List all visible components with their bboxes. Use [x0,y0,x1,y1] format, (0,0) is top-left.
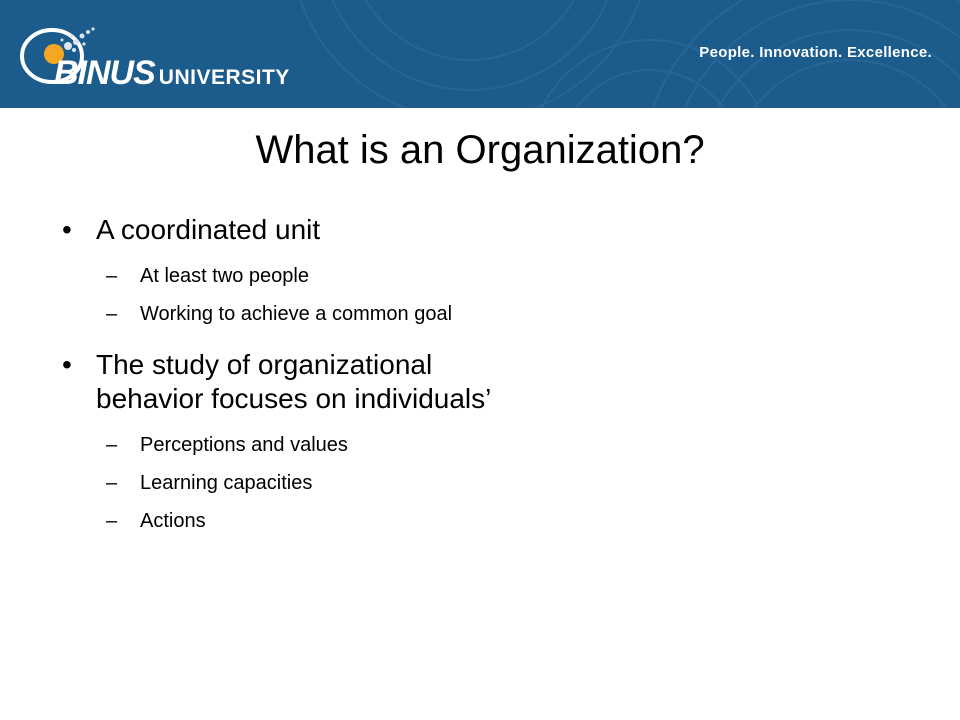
dash-glyph: – [106,472,118,494]
bullet-text-line-2: behavior focuses on individuals’ [96,383,492,414]
bullet-item [62,213,922,247]
logo-text-sub: UNIVERSITY [158,66,290,89]
dash-glyph: – [106,510,118,532]
logo-wordmark [54,54,290,93]
tagline: People. Innovation. Excellence. [699,44,932,61]
sub-bullet-text: Perceptions and values [140,434,348,456]
sub-bullet-item [62,302,922,326]
sub-bullet-text: Actions [140,510,206,532]
sub-bullet-item [62,509,922,533]
sub-bullet-item [62,471,922,495]
dash-glyph: – [106,434,118,456]
bullet-item [62,348,922,416]
slide-title: What is an Organization? [255,128,705,172]
sub-bullet-item [62,433,922,457]
dash-glyph: – [106,265,118,287]
logo-text-main: BINUS [54,54,155,92]
bullet-glyph: • [62,214,72,245]
dash-glyph: – [106,303,118,325]
header-banner [0,0,960,108]
bullet-text: A coordinated unit [96,214,321,245]
slide-body [62,213,922,533]
bullet-text-line-1: The study of organizational [96,349,433,380]
sub-bullet-text: Learning capacities [140,472,313,494]
sub-bullet-text: At least two people [140,265,309,287]
sub-bullet-text: Working to achieve a common goal [140,303,453,325]
bullet-glyph: • [62,349,72,380]
sub-bullet-item [62,264,922,288]
